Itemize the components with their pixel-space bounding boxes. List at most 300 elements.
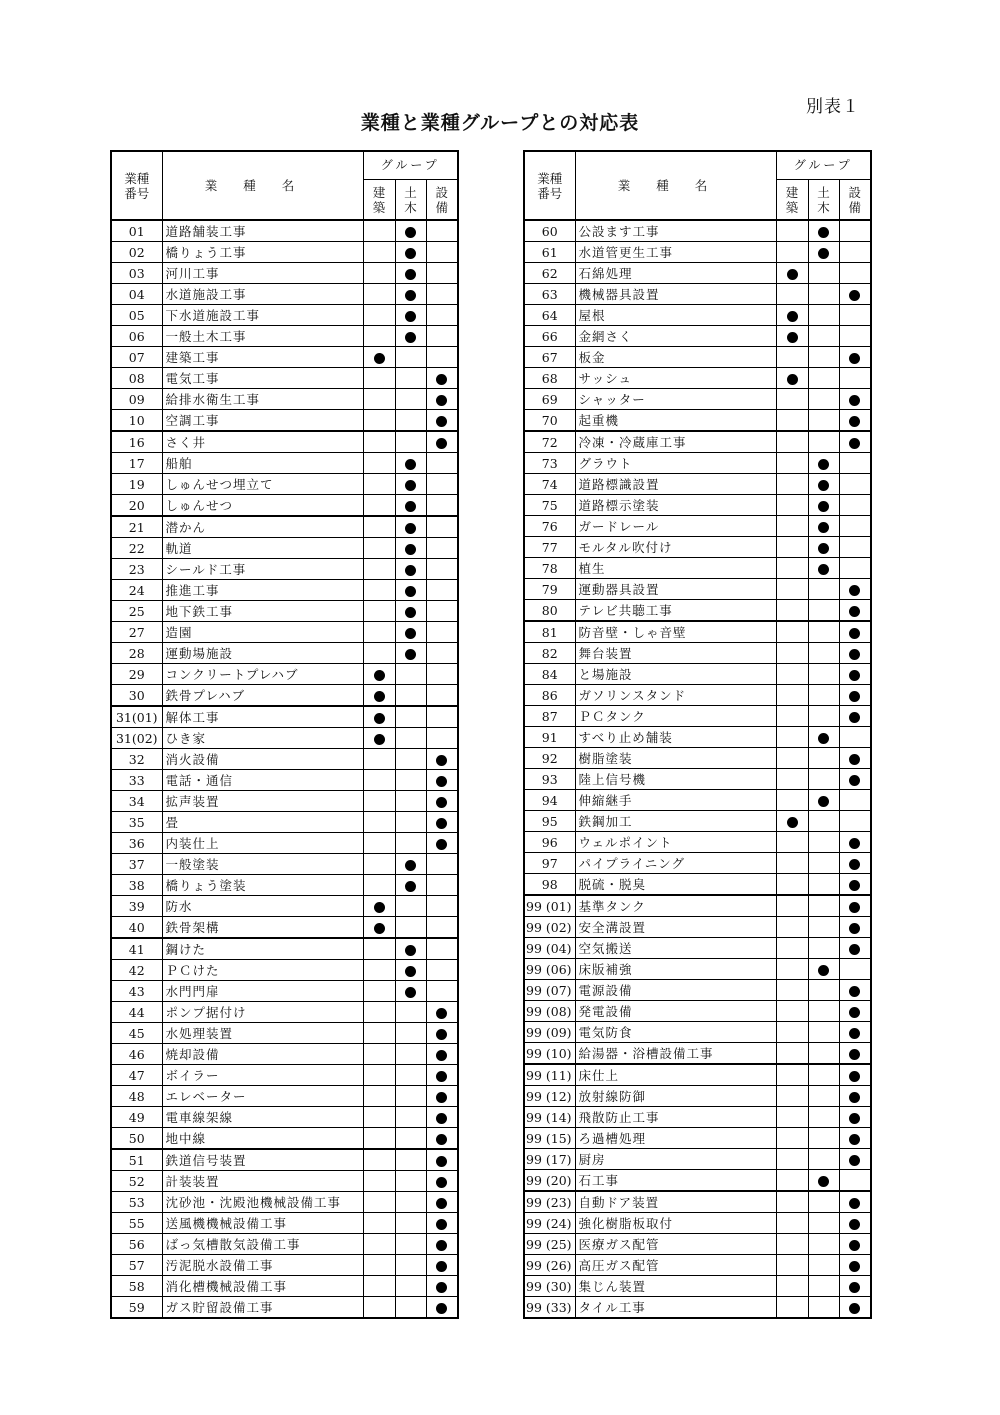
mark-setsubi (839, 1086, 871, 1107)
table-row (111, 410, 458, 432)
mark-setsubi (839, 790, 871, 811)
row-name: グラウト (575, 453, 776, 474)
row-code: 79 (524, 579, 575, 600)
mark-setsubi (839, 537, 871, 558)
mark-setsubi (426, 728, 458, 749)
mark-kenchiku (776, 664, 808, 685)
correspondence-table-left (110, 150, 459, 1319)
table-row (111, 559, 458, 580)
row-name: 解体工事 (162, 706, 363, 728)
mark-setsubi (839, 1255, 871, 1276)
row-name: 飛散防止工事 (575, 1107, 776, 1128)
mark-setsubi (426, 516, 458, 538)
mark-doboku (395, 1234, 426, 1255)
mark-kenchiku (363, 622, 395, 643)
row-code: 40 (111, 917, 162, 939)
mark-kenchiku (363, 1276, 395, 1297)
mark-doboku (395, 1149, 426, 1171)
mark-setsubi (426, 875, 458, 896)
row-code: 95 (524, 811, 575, 832)
row-name: 運動器具設置 (575, 579, 776, 600)
mark-kenchiku (363, 284, 395, 305)
mark-kenchiku (363, 1065, 395, 1086)
mark-setsubi (839, 685, 871, 706)
row-name: 地中線 (162, 1128, 363, 1150)
table-row (111, 220, 458, 242)
row-code: 60 (524, 220, 575, 242)
row-name: 舞台装置 (575, 643, 776, 664)
mark-doboku (808, 853, 839, 874)
mark-kenchiku (776, 1086, 808, 1107)
mark-setsubi (839, 727, 871, 748)
table-row (111, 1192, 458, 1213)
table-row (111, 263, 458, 284)
mark-kenchiku (776, 1107, 808, 1128)
mark-doboku (395, 728, 426, 749)
row-code: 99 (04) (524, 938, 575, 959)
mark-setsubi (839, 474, 871, 495)
mark-setsubi (426, 917, 458, 939)
filled-circle-icon (787, 311, 798, 322)
mark-setsubi (426, 1276, 458, 1297)
mark-doboku (395, 1192, 426, 1213)
row-name: 電気工事 (162, 368, 363, 389)
row-code: 99 (20) (524, 1170, 575, 1192)
table-row (524, 643, 871, 664)
table-row (524, 1213, 871, 1234)
mark-kenchiku (363, 812, 395, 833)
row-name: 電源設備 (575, 980, 776, 1001)
mark-setsubi (839, 643, 871, 664)
row-code: 20 (111, 495, 162, 517)
table-row (524, 1170, 871, 1192)
filled-circle-icon (849, 1155, 860, 1166)
row-code: 61 (524, 242, 575, 263)
row-code: 42 (111, 960, 162, 981)
mark-doboku (808, 643, 839, 664)
row-code: 62 (524, 263, 575, 284)
mark-doboku (808, 1149, 839, 1170)
table-row (111, 1044, 458, 1065)
filled-circle-icon (849, 628, 860, 639)
mark-doboku (395, 368, 426, 389)
filled-circle-icon (818, 248, 829, 259)
mark-doboku (395, 1086, 426, 1107)
mark-doboku (808, 917, 839, 938)
row-code: 82 (524, 643, 575, 664)
mark-setsubi (426, 833, 458, 854)
table-row (111, 770, 458, 791)
table-row (111, 453, 458, 474)
row-code: 75 (524, 495, 575, 516)
row-name: ボイラー (162, 1065, 363, 1086)
mark-kenchiku (776, 284, 808, 305)
row-name: 鋼けた (162, 938, 363, 960)
row-name: ガードレール (575, 516, 776, 537)
mark-setsubi (426, 1086, 458, 1107)
mark-kenchiku (363, 917, 395, 939)
filled-circle-icon (436, 395, 447, 406)
row-code: 16 (111, 431, 162, 453)
row-code: 06 (111, 326, 162, 347)
mark-kenchiku (363, 1255, 395, 1276)
table-row (111, 917, 458, 939)
row-name: 汚泥脱水設備工事 (162, 1255, 363, 1276)
filled-circle-icon (849, 1282, 860, 1293)
row-name: 消化槽機械設備工事 (162, 1276, 363, 1297)
mark-kenchiku (363, 580, 395, 601)
mark-setsubi (426, 559, 458, 580)
row-code: 99 (07) (524, 980, 575, 1001)
mark-doboku (808, 453, 839, 474)
mark-kenchiku (363, 242, 395, 263)
mark-doboku (395, 1002, 426, 1023)
mark-doboku (395, 495, 426, 517)
row-code: 08 (111, 368, 162, 389)
mark-doboku (808, 516, 839, 537)
table-row (111, 1234, 458, 1255)
row-name: ろ過槽処理 (575, 1128, 776, 1149)
filled-circle-icon (436, 1134, 447, 1145)
filled-circle-icon (849, 1261, 860, 1272)
filled-circle-icon (787, 374, 798, 385)
table-row (111, 1002, 458, 1023)
table-row (524, 790, 871, 811)
mark-setsubi (839, 832, 871, 853)
mark-kenchiku (776, 579, 808, 600)
table-row (524, 895, 871, 917)
filled-circle-icon (849, 1007, 860, 1018)
mark-kenchiku (363, 1044, 395, 1065)
mark-kenchiku (363, 791, 395, 812)
row-name: しゅんせつ (162, 495, 363, 517)
row-name: 発電設備 (575, 1001, 776, 1022)
row-name: 潜かん (162, 516, 363, 538)
mark-setsubi (426, 1065, 458, 1086)
mark-doboku (808, 1170, 839, 1192)
row-name: 集じん装置 (575, 1276, 776, 1297)
filled-circle-icon (436, 1050, 447, 1061)
table-row (524, 1022, 871, 1043)
row-name: 焼却設備 (162, 1044, 363, 1065)
table-row (111, 516, 458, 538)
mark-kenchiku (363, 431, 395, 453)
header-group: グループ (776, 151, 871, 180)
row-code: 47 (111, 1065, 162, 1086)
mark-doboku (395, 1255, 426, 1276)
mark-kenchiku (363, 305, 395, 326)
table-row (524, 389, 871, 410)
mark-setsubi (839, 305, 871, 326)
mark-kenchiku (776, 706, 808, 727)
filled-circle-icon (405, 480, 416, 491)
mark-kenchiku (776, 1276, 808, 1297)
filled-circle-icon (436, 776, 447, 787)
filled-circle-icon (374, 902, 385, 913)
mark-kenchiku (363, 875, 395, 896)
row-code: 23 (111, 559, 162, 580)
mark-doboku (395, 601, 426, 622)
row-code: 05 (111, 305, 162, 326)
filled-circle-icon (436, 839, 447, 850)
mark-setsubi (839, 220, 871, 242)
mark-doboku (395, 431, 426, 453)
mark-setsubi (839, 263, 871, 284)
mark-doboku (395, 791, 426, 812)
mark-setsubi (426, 305, 458, 326)
mark-kenchiku (363, 770, 395, 791)
mark-setsubi (426, 622, 458, 643)
table-row (524, 811, 871, 832)
mark-doboku (808, 410, 839, 432)
mark-kenchiku (363, 347, 395, 368)
mark-kenchiku (776, 326, 808, 347)
mark-setsubi (839, 600, 871, 622)
header-name: 業種名 (575, 151, 776, 220)
mark-doboku (808, 621, 839, 643)
table-row (111, 1065, 458, 1086)
row-code: 41 (111, 938, 162, 960)
mark-setsubi (426, 538, 458, 559)
header-kenchiku: 建 築 (776, 180, 808, 221)
row-name: 電話・通信 (162, 770, 363, 791)
mark-doboku (808, 474, 839, 495)
mark-doboku (808, 811, 839, 832)
mark-kenchiku (363, 1149, 395, 1171)
row-code: 36 (111, 833, 162, 854)
correspondence-table-right (523, 150, 872, 1319)
mark-doboku (395, 875, 426, 896)
table-row (111, 495, 458, 517)
row-name: 水処理装置 (162, 1023, 363, 1044)
row-code: 25 (111, 601, 162, 622)
row-name: シールド工事 (162, 559, 363, 580)
mark-setsubi (426, 220, 458, 242)
mark-setsubi (839, 495, 871, 516)
table-row (111, 854, 458, 875)
mark-kenchiku (363, 516, 395, 538)
mark-kenchiku (363, 854, 395, 875)
filled-circle-icon (436, 1261, 447, 1272)
mark-setsubi (426, 1128, 458, 1150)
table-row (524, 537, 871, 558)
table-row (111, 538, 458, 559)
mark-setsubi (426, 1234, 458, 1255)
filled-circle-icon (849, 1240, 860, 1251)
mark-setsubi (426, 770, 458, 791)
mark-doboku (808, 347, 839, 368)
filled-circle-icon (405, 248, 416, 259)
filled-circle-icon (849, 290, 860, 301)
table-row (524, 1234, 871, 1255)
filled-circle-icon (849, 1049, 860, 1060)
header-doboku: 土 木 (395, 180, 426, 221)
filled-circle-icon (849, 1219, 860, 1230)
filled-circle-icon (849, 838, 860, 849)
mark-setsubi (426, 1213, 458, 1234)
filled-circle-icon (849, 416, 860, 427)
filled-circle-icon (436, 818, 447, 829)
row-name: 防水 (162, 896, 363, 917)
table-row (524, 1149, 871, 1170)
mark-setsubi (839, 895, 871, 917)
row-code: 87 (524, 706, 575, 727)
row-code: 99 (33) (524, 1297, 575, 1319)
header-group: グループ (363, 151, 458, 180)
mark-setsubi (426, 580, 458, 601)
mark-setsubi (426, 431, 458, 453)
table-row (524, 242, 871, 263)
mark-setsubi (839, 959, 871, 980)
mark-setsubi (426, 601, 458, 622)
mark-doboku (395, 938, 426, 960)
filled-circle-icon (849, 902, 860, 913)
row-code: 99 (17) (524, 1149, 575, 1170)
header-code: 業種 番号 (111, 151, 162, 220)
mark-doboku (395, 347, 426, 368)
mark-setsubi (839, 980, 871, 1001)
filled-circle-icon (436, 1240, 447, 1251)
row-name: 機械器具設置 (575, 284, 776, 305)
row-name: ＰＣタンク (575, 706, 776, 727)
mark-setsubi (839, 579, 871, 600)
row-name: 脱硫・脱臭 (575, 874, 776, 896)
filled-circle-icon (436, 1071, 447, 1082)
table-row (524, 347, 871, 368)
mark-setsubi (426, 389, 458, 410)
row-code: 51 (111, 1149, 162, 1171)
row-name: 計装装置 (162, 1171, 363, 1192)
row-name: 安全溝設置 (575, 917, 776, 938)
row-name: 水道施設工事 (162, 284, 363, 305)
row-name: 放射線防御 (575, 1086, 776, 1107)
mark-doboku (395, 854, 426, 875)
filled-circle-icon (818, 501, 829, 512)
mark-doboku (808, 263, 839, 284)
mark-doboku (808, 1001, 839, 1022)
row-name: 地下鉄工事 (162, 601, 363, 622)
row-name: シャッター (575, 389, 776, 410)
mark-setsubi (426, 706, 458, 728)
mark-doboku (395, 284, 426, 305)
row-code: 94 (524, 790, 575, 811)
mark-setsubi (426, 685, 458, 707)
table-row (111, 326, 458, 347)
filled-circle-icon (436, 1219, 447, 1230)
filled-circle-icon (787, 817, 798, 828)
row-name: 下水道施設工事 (162, 305, 363, 326)
row-name: 石綿処理 (575, 263, 776, 284)
table-row (524, 1297, 871, 1319)
mark-kenchiku (363, 1213, 395, 1234)
row-code: 17 (111, 453, 162, 474)
table-row (111, 981, 458, 1002)
row-code: 28 (111, 643, 162, 664)
table-row (524, 1086, 871, 1107)
row-name: 伸縮継手 (575, 790, 776, 811)
row-code: 59 (111, 1297, 162, 1319)
row-code: 99 (14) (524, 1107, 575, 1128)
mark-doboku (808, 664, 839, 685)
row-name: 拡声装置 (162, 791, 363, 812)
filled-circle-icon (818, 543, 829, 554)
row-code: 63 (524, 284, 575, 305)
row-code: 70 (524, 410, 575, 432)
mark-doboku (808, 1234, 839, 1255)
mark-doboku (808, 389, 839, 410)
mark-doboku (808, 706, 839, 727)
row-name: 軌道 (162, 538, 363, 559)
mark-doboku (808, 1276, 839, 1297)
row-name: 陸上信号機 (575, 769, 776, 790)
mark-kenchiku (363, 833, 395, 854)
mark-kenchiku (363, 728, 395, 749)
row-code: 99 (02) (524, 917, 575, 938)
row-name: 鉄骨架構 (162, 917, 363, 939)
row-code: 48 (111, 1086, 162, 1107)
table-row (524, 600, 871, 622)
mark-doboku (395, 622, 426, 643)
row-name: ばっ気槽散気設備工事 (162, 1234, 363, 1255)
filled-circle-icon (405, 544, 416, 555)
table-row (524, 685, 871, 706)
mark-kenchiku (776, 1213, 808, 1234)
mark-doboku (395, 242, 426, 263)
mark-setsubi (426, 410, 458, 432)
mark-setsubi (839, 621, 871, 643)
table-row (524, 516, 871, 537)
filled-circle-icon (818, 733, 829, 744)
mark-doboku (395, 1107, 426, 1128)
mark-doboku (808, 1022, 839, 1043)
row-code: 56 (111, 1234, 162, 1255)
row-code: 30 (111, 685, 162, 707)
row-name: 河川工事 (162, 263, 363, 284)
row-code: 69 (524, 389, 575, 410)
filled-circle-icon (849, 1134, 860, 1145)
row-code: 52 (111, 1171, 162, 1192)
mark-setsubi (426, 749, 458, 770)
mark-setsubi (426, 1107, 458, 1128)
filled-circle-icon (436, 1156, 447, 1167)
row-name: 空気搬送 (575, 938, 776, 959)
mark-kenchiku (363, 1192, 395, 1213)
mark-kenchiku (776, 917, 808, 938)
row-name: さく井 (162, 431, 363, 453)
mark-kenchiku (363, 1023, 395, 1044)
filled-circle-icon (849, 1113, 860, 1124)
table-row (524, 727, 871, 748)
mark-kenchiku (363, 1002, 395, 1023)
mark-setsubi (839, 389, 871, 410)
row-name: 運動場施設 (162, 643, 363, 664)
row-name: 防音壁・しゃ音壁 (575, 621, 776, 643)
mark-kenchiku (363, 389, 395, 410)
mark-kenchiku (776, 790, 808, 811)
mark-setsubi (426, 368, 458, 389)
row-name: すべり止め舗装 (575, 727, 776, 748)
filled-circle-icon (849, 438, 860, 449)
row-code: 29 (111, 664, 162, 685)
row-code: 10 (111, 410, 162, 432)
row-name: 船舶 (162, 453, 363, 474)
mark-doboku (808, 326, 839, 347)
row-code: 55 (111, 1213, 162, 1234)
mark-setsubi (426, 474, 458, 495)
mark-doboku (395, 1044, 426, 1065)
row-name: 内装仕上 (162, 833, 363, 854)
mark-setsubi (426, 453, 458, 474)
